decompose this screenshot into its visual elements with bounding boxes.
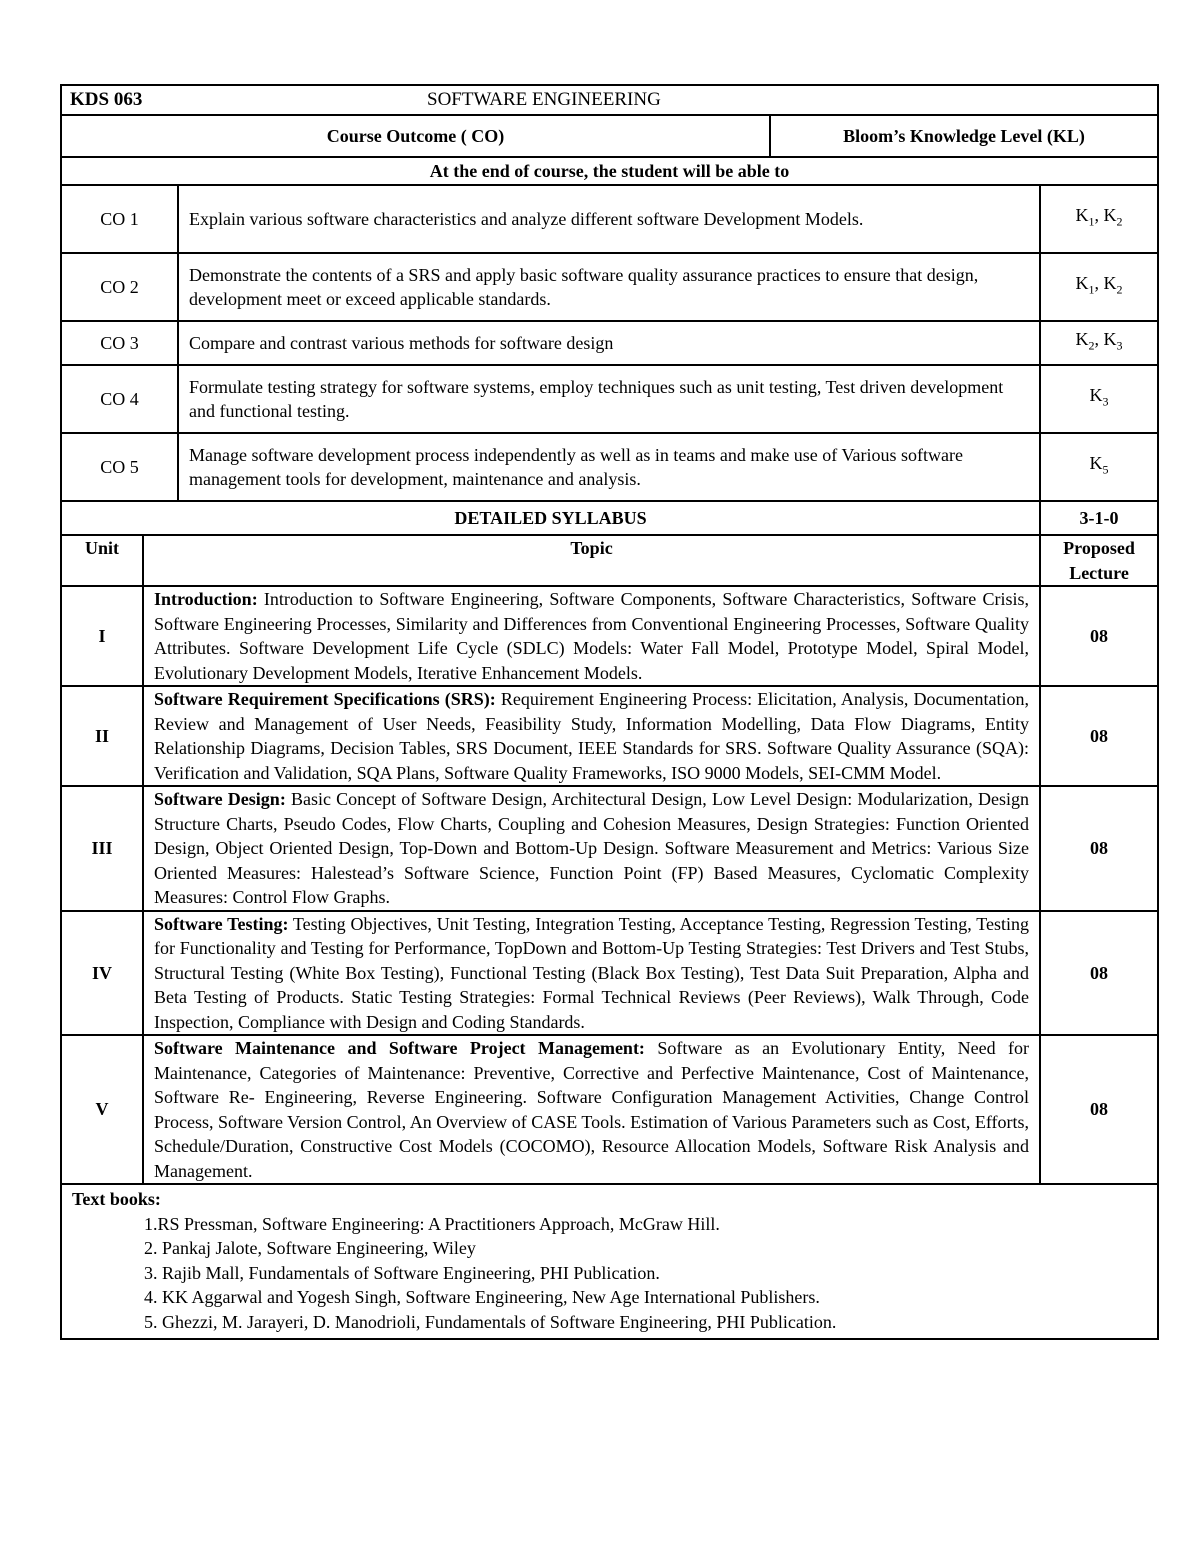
co-description: Explain various software characteristics and analyze different software Development Models. [178, 185, 1040, 253]
unit-text: Basic Concept of Software Design, Architectural Design, Low Level Design: Modularization, Design Structure Charts, Pseudo Codes, Flow Charts, Coupling and Cohesion Measures, Design Strategies: Function Oriented Design, Object Oriented Design, Top-Down and Bottom-Up Design. Software Measurement and Metrics: Various Size Oriented Measures: Halestead’s Software Science, Function Point (FP) Based Measures, Cyclomatic Complexity Measures: Control Flow Graphs. [154, 789, 1030, 907]
unit-number: II [61, 686, 143, 786]
unit-text: Requirement Engineering Process: Elicitation, Analysis, Documentation, Review and Management of User Needs, Feasibility Study, Information Modelling, Data Flow Diagrams, Entity Relationship Diagrams, Decision Tables, SRS Document, IEEE Standards for SRS. Software Quality Assurance (SQA): Verification and Validation, SQA Plans, Software Quality Frameworks, ISO 9000 Models, SEI-CMM Model. [154, 689, 1030, 783]
unit-lectures: 08 [1040, 786, 1158, 911]
unit-heading: Software Requirement Specifications (SRS): [154, 689, 496, 709]
kl-subscript: 3 [1116, 339, 1123, 354]
course-code: KDS 063 [70, 88, 143, 110]
unit-rows [61, 586, 1158, 1184]
textbook-item: 4. KK Aggarwal and Yogesh Singh, Software Engineering, New Age International Publishers. [144, 1287, 820, 1307]
co-id: CO 3 [61, 321, 178, 365]
co-id: CO 4 [61, 365, 178, 433]
co-description: Demonstrate the contents of a SRS and apply basic software quality assurance practices to ensure that design, development meet or exceed applicable standards. [178, 253, 1040, 321]
syllabus-table [60, 500, 1159, 1340]
kl-column-header: Bloom’s Knowledge Level (KL) [770, 115, 1158, 157]
kl-subscript: 2 [1116, 215, 1123, 230]
textbooks-list [72, 1212, 1147, 1335]
kl-subscript: 2 [1116, 283, 1123, 298]
co-rows [61, 185, 1158, 501]
unit-lectures: 08 [1040, 686, 1158, 786]
title-row [61, 85, 1158, 115]
kl-subscript: 5 [1102, 463, 1109, 478]
co-description: Manage software development process independently as well as in teams and make use of Various software management tools for development, maintenance and analysis. [178, 433, 1040, 501]
co-id: CO 2 [61, 253, 178, 321]
unit-row [61, 586, 1158, 686]
course-title: SOFTWARE ENGINEERING [427, 88, 661, 110]
co-header-row [61, 115, 1158, 157]
textbooks-heading: Text books: [72, 1189, 161, 1209]
unit-row [61, 1035, 1158, 1184]
kl-subscript: 1 [1088, 283, 1095, 298]
syllabus-title: DETAILED SYLLABUS [61, 501, 1040, 535]
ltp-value: 3-1-0 [1040, 501, 1158, 535]
unit-topic [143, 911, 1040, 1036]
unit-column-header: Unit [61, 535, 143, 586]
unit-lectures: 08 [1040, 586, 1158, 686]
co-column-header: Course Outcome ( CO) [61, 115, 770, 157]
unit-topic [143, 686, 1040, 786]
unit-number: IV [61, 911, 143, 1036]
co-row [61, 321, 1158, 365]
unit-lectures: 08 [1040, 1035, 1158, 1184]
kl-subscript: 2 [1088, 339, 1095, 354]
unit-number: I [61, 586, 143, 686]
co-intro-text: At the end of course, the student will be able to [61, 157, 1158, 185]
syllabus-title-row [61, 501, 1158, 535]
co-knowledge-level: $K_2$, $K_3$ [1040, 321, 1158, 365]
co-knowledge-level: $K_5$ [1040, 433, 1158, 501]
unit-topic [143, 1035, 1040, 1184]
co-row [61, 365, 1158, 433]
unit-row [61, 786, 1158, 911]
co-knowledge-level: $K_1$, $K_2$ [1040, 185, 1158, 253]
textbooks-row [61, 1184, 1158, 1339]
co-description: Formulate testing strategy for software systems, employ techniques such as unit testing, Test driven development and functional testing. [178, 365, 1040, 433]
co-knowledge-level: $K_1$, $K_2$ [1040, 253, 1158, 321]
co-intro-row [61, 157, 1158, 185]
unit-row [61, 686, 1158, 786]
syllabus-page [60, 84, 1157, 1340]
textbook-item: 3. Rajib Mall, Fundamentals of Software Engineering, PHI Publication. [144, 1262, 660, 1283]
co-row [61, 433, 1158, 501]
co-knowledge-level: $K_3$ [1040, 365, 1158, 433]
unit-heading: Software Testing: [154, 913, 289, 934]
unit-heading: Software Maintenance and Software Project Management: [154, 1038, 645, 1058]
textbooks-cell [61, 1184, 1158, 1339]
textbook-item: 5. Ghezzi, M. Jarayeri, D. Manodrioli, Fundamentals of Software Engineering, PHI Publication. [144, 1311, 837, 1332]
unit-number: III [61, 786, 143, 911]
textbook-item: 2. Pankaj Jalote, Software Engineering, Wiley [144, 1238, 476, 1258]
co-row [61, 253, 1158, 321]
unit-heading: Introduction: [154, 589, 258, 609]
unit-lectures: 08 [1040, 911, 1158, 1036]
unit-number: V [61, 1035, 143, 1184]
co-description: Compare and contrast various methods for software design [178, 321, 1040, 365]
textbook-item: 1.RS Pressman, Software Engineering: A Practitioners Approach, McGraw Hill. [144, 1213, 720, 1234]
unit-topic [143, 786, 1040, 911]
lecture-column-header: Proposed Lecture [1040, 535, 1158, 586]
kl-subscript: 1 [1088, 215, 1095, 230]
unit-topic [143, 586, 1040, 686]
unit-heading: Software Design: [154, 789, 286, 809]
unit-row [61, 911, 1158, 1036]
topic-column-header: Topic [143, 535, 1040, 586]
kl-subscript: 3 [1102, 395, 1109, 410]
unit-text: Testing Objectives, Unit Testing, Integration Testing, Acceptance Testing, Regression Testing, Testing for Functionality and Testing for Performance, TopDown and Bottom-Up Testing Strategies: Test Drivers and Test Stubs, Structural Testing (White Box Testing), Functional Testing (Black Box Testing), Test Data Suit Preparation, Alpha and Beta Testing of Products. Static Testing Strategies: Formal Technical Reviews (Peer Reviews), Walk Through, Code Inspection, Compliance with Design and Coding Standards. [154, 913, 1030, 1032]
co-id: CO 1 [61, 185, 178, 253]
course-outcome-table [60, 84, 1159, 502]
co-row [61, 185, 1158, 253]
syllabus-column-header-row [61, 535, 1158, 586]
unit-text: Introduction to Software Engineering, Software Components, Software Characteristics, Software Crisis, Software Engineering Processes, Similarity and Differences from Conventional Engineering Processes, Software Quality Attributes. Software Development Life Cycle (SDLC) Models: Water Fall Model, Prototype Model, Spiral Model, Evolutionary Development Models, Iterative Enhancement Models. [154, 589, 1030, 683]
co-id: CO 5 [61, 433, 178, 501]
unit-text: Software as an Evolutionary Entity, Need for Maintenance, Categories of Maintenance: Preventive, Corrective and Perfective Maintenance, Cost of Maintenance, Software Re- Engineering, Reverse Engineering. Software Configuration Management Activities, Change Control Process, Software Version Control, An Overview of CASE Tools. Estimation of Various Parameters such as Cost, Efforts, Schedule/Duration, Constructive Cost Models (COCOMO), Resource Allocation Models, Software Risk Analysis and Management. [154, 1038, 1030, 1181]
